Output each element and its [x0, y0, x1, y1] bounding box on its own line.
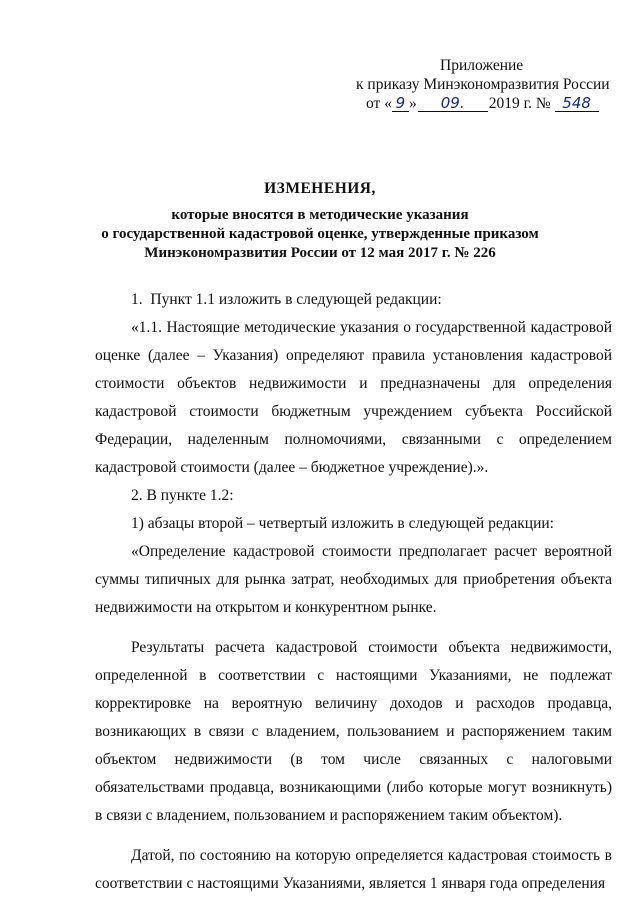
- document-subtitle-line-1: которые вносятся в методические указания: [171, 207, 469, 223]
- order-reference: к приказу Минэкономразвития России: [356, 76, 610, 93]
- document-subtitle-line-2: о государственной кадастровой оценке, утвержденные приказом: [101, 226, 539, 242]
- close-quote: »: [408, 95, 417, 112]
- paragraph-results: Результаты расчета кадастровой стоимости объекта недвижимости, определенной в соответствии с настоящими Указаниями, не подлежат корректировке на вероятную величину доходов и расходов продавца, возникающих в связи с владением, пользованием и распоряжением таким объектом недвижимости (в том числе связанных с налоговыми обязательствами продавца, возникающими (либо которые могут возникнуть) в связи с владением, пользованием и распоряжением таким объектом).: [95, 639, 612, 824]
- paragraph-clause-1-1: «1.1. Настоящие методические указания о государственной кадастровой оценке (далее – Указания) определяют правила установления кадастровой стоимости объектов недвижимости и предназначены для определения кадастровой стоимости бюджетным учреждением субъекта Российской Федерации, наделенным полномочиями, связанными с определением кадастровой стоимости (далее – бюджетное учреждение).».: [95, 319, 612, 476]
- document-body: [95, 286, 612, 898]
- document-title: ИЗМЕНЕНИЯ,: [264, 180, 376, 197]
- paragraph-valuation-date: Датой, по состоянию на которую определяется кадастровая стоимость в соответствии с настоящими Указаниями, является 1 января года определения: [95, 847, 612, 892]
- year-number-label: 2019 г. №: [488, 95, 551, 112]
- paragraph-subitem-1: 1) абзацы второй – четвертый изложить в следующей редакции:: [131, 515, 554, 532]
- paragraph-item-2: 2. В пункте 1.2:: [131, 487, 234, 504]
- handwritten-day: 9: [392, 95, 409, 112]
- document-subtitle-line-3: Минэкономразвития России от 12 мая 2017 г. № 226: [144, 245, 496, 261]
- paragraph-item-1: 1. Пункт 1.1 изложить в следующей редакции:: [131, 291, 442, 308]
- order-date-number-line: [366, 94, 599, 113]
- appendix-label: Приложение: [440, 57, 524, 74]
- from-label: от «: [366, 95, 392, 112]
- paragraph-definition: «Определение кадастровой стоимости предполагает расчет вероятной суммы типичных для рынка затрат, необходимых для приобретения объекта недвижимости на открытом и конкурентном рынке.: [95, 543, 612, 616]
- handwritten-month: 09.: [418, 95, 488, 112]
- handwritten-order-number: 548: [555, 95, 599, 112]
